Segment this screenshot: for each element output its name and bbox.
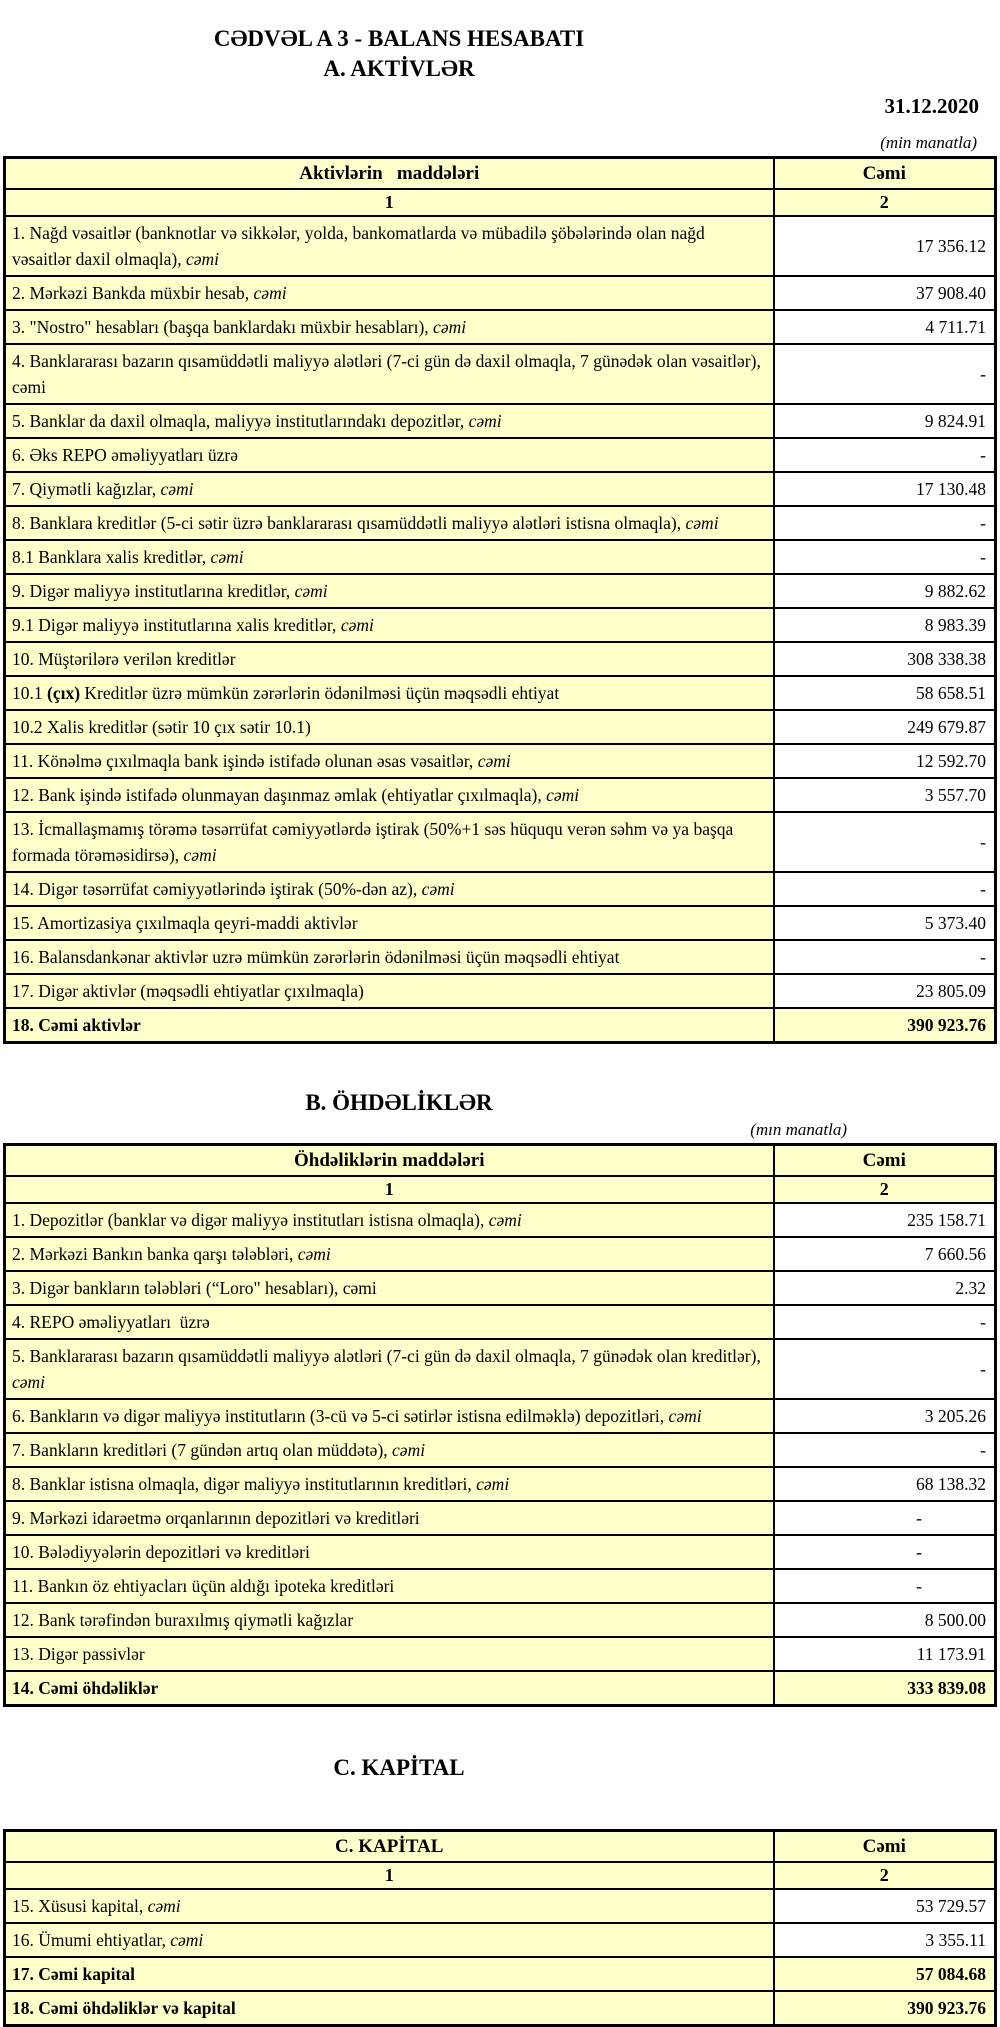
assets-col-header-total: Cəmi	[774, 158, 996, 190]
row-label	[5, 1399, 774, 1433]
label-text-segment: 18. Cəmi aktivlər	[12, 1015, 141, 1035]
row-value: 3 355.11	[774, 1923, 996, 1957]
label-text-segment: cəmi	[297, 1244, 331, 1264]
label-text-segment: cəmi	[685, 513, 719, 533]
label-text-segment: 5. Banklararası bazarın qısamüddətli maliyyə alətləri (7-ci gün də daxil olmaqla, 7 günədək olan kreditlər),	[12, 1346, 766, 1366]
liabilities-col-header-total: Cəmi	[774, 1145, 996, 1177]
row-value: 9 824.91	[774, 404, 996, 438]
assets-col-number-2: 2	[774, 189, 996, 216]
row-value: 3 205.26	[774, 1399, 996, 1433]
row-label	[5, 216, 774, 276]
label-text-segment: 16. Ümumi ehtiyatlar,	[12, 1930, 171, 1950]
label-text-segment: Kreditlər üzrə mümkün zərərlərin ödənilməsi üçün məqsədli ehtiyat	[80, 683, 560, 703]
row-value: 390 923.76	[774, 1008, 996, 1043]
label-text-segment: cəmi	[170, 1930, 204, 1950]
label-text-segment: 8. Banklar istisna olmaqla, digər maliyyə institutlarının kreditləri,	[12, 1474, 477, 1494]
label-text-segment: cəmi	[12, 1372, 46, 1392]
assets-col-header-items: Aktivlərin maddələri	[5, 158, 774, 190]
liabilities-col-header-items: Öhdəliklərin maddələri	[5, 1145, 774, 1177]
row-label	[5, 574, 774, 608]
label-text-segment: cəmi	[185, 249, 220, 269]
row-value: -	[774, 1339, 996, 1399]
label-text-segment: 12. Bank tərəfindən buraxılmış qiymətli kağızlar	[12, 1610, 354, 1630]
label-text-segment: cəmi	[488, 1210, 522, 1230]
label-text-segment: cəmi	[476, 1474, 510, 1494]
row-value: 9 882.62	[774, 574, 996, 608]
label-text-segment: 8.1 Banklara xalis kreditlər,	[12, 547, 211, 567]
table-row	[5, 1339, 996, 1399]
label-text-segment: 9. Digər maliyyə institutlarına kreditlər,	[12, 581, 295, 601]
row-label	[5, 1203, 774, 1237]
table-row	[5, 710, 996, 744]
row-value: -	[774, 506, 996, 540]
section-a-heading: A. AKTİVLƏR	[323, 56, 475, 81]
row-label	[5, 1535, 774, 1569]
table-row	[5, 1957, 996, 1991]
row-label	[5, 1501, 774, 1535]
label-text-segment: cəmi	[253, 283, 287, 303]
table-row	[5, 974, 996, 1008]
label-text-segment: cəmi	[468, 411, 502, 431]
row-label	[5, 1433, 774, 1467]
table-row	[5, 1203, 996, 1237]
row-value: 8 983.39	[774, 608, 996, 642]
label-text-segment: 4. REPO əməliyyatları üzrə	[12, 1312, 210, 1332]
row-label	[5, 1569, 774, 1603]
capital-header-row	[5, 1831, 996, 1863]
unit-note-liabilities: (mın manatla)	[750, 1120, 847, 1139]
label-text-segment: cəmi	[340, 615, 374, 635]
section-b-title-block	[3, 1088, 795, 1118]
title-block	[3, 24, 795, 84]
row-label	[5, 1637, 774, 1671]
table-row	[5, 608, 996, 642]
label-text-segment: 1. Nağd vəsaitlər (banknotlar və sikkələr, yolda, bankomatlarda və mübadilə şöbələrində olan nağd vəsaitlər daxil olmaqla),	[12, 223, 710, 269]
row-value: -	[774, 438, 996, 472]
table-row	[5, 642, 996, 676]
label-text-segment: 9.1 Digər maliyyə institutlarına xalis kreditlər,	[12, 615, 341, 635]
label-text-segment: cəmi	[160, 479, 194, 499]
label-text-segment: 5. Banklar da daxil olmaqla, maliyyə institutlarındakı depozitlər,	[12, 411, 469, 431]
table-row	[5, 1305, 996, 1339]
row-label	[5, 276, 774, 310]
row-value: 235 158.71	[774, 1203, 996, 1237]
row-label	[5, 872, 774, 906]
row-value: -	[774, 1569, 996, 1603]
table-row	[5, 1637, 996, 1671]
liabilities-header-row	[5, 1145, 996, 1177]
label-text-segment: 12. Bank işində istifadə olunmayan daşınmaz əmlak (ehtiyatlar çıxılmaqla),	[12, 785, 547, 805]
label-text-segment: cəmi	[477, 751, 511, 771]
label-text-segment: cəmi	[546, 785, 580, 805]
row-label	[5, 1467, 774, 1501]
table-row	[5, 506, 996, 540]
row-label	[5, 404, 774, 438]
liabilities-table	[3, 1143, 997, 1707]
row-label	[5, 940, 774, 974]
table-row	[5, 574, 996, 608]
row-value: -	[774, 1305, 996, 1339]
row-value: 68 138.32	[774, 1467, 996, 1501]
row-label	[5, 1237, 774, 1271]
assets-table-body	[5, 216, 996, 1043]
label-text-segment: 10. Bələdiyyələrin depozitləri və kreditləri	[12, 1542, 310, 1562]
table-row	[5, 1271, 996, 1305]
label-text-segment: cəmi	[210, 547, 244, 567]
row-value: -	[774, 344, 996, 404]
label-text-segment: 15. Amortizasiya çıxılmaqla qeyri-maddi aktivlər	[12, 913, 358, 933]
report-date: 31.12.2020	[884, 94, 979, 118]
capital-col-number-1: 1	[5, 1862, 774, 1889]
row-value: 333 839.08	[774, 1671, 996, 1706]
table-row	[5, 940, 996, 974]
row-label	[5, 1603, 774, 1637]
capital-column-number-row	[5, 1862, 996, 1889]
label-text-segment: 14. Cəmi öhdəliklər	[12, 1678, 159, 1698]
label-text-segment: 11. Bankın öz ehtiyacları üçün aldığı ipoteka kreditləri	[12, 1576, 395, 1596]
label-text-segment: 8. Banklara kreditlər (5-ci sətir üzrə banklararası qısamüddətli maliyyə alətləri istisna olmaqla),	[12, 513, 686, 533]
label-text-segment: 2. Mərkəzi Bankda müxbir hesab,	[12, 283, 254, 303]
table-row	[5, 778, 996, 812]
liabilities-col-number-2: 2	[774, 1176, 996, 1203]
label-text-segment: cəmi	[147, 1896, 181, 1916]
table-row	[5, 472, 996, 506]
row-label	[5, 812, 774, 872]
label-text-segment: 17. Cəmi kapital	[12, 1964, 135, 1984]
label-text-segment: 1. Depozitlər (banklar və digər maliyyə institutları istisna olmaqla),	[12, 1210, 489, 1230]
label-text-segment: 16. Balansdankənar aktivlər uzrə mümkün zərərlərin ödənilməsi üçün məqsədli ehtiyat	[12, 947, 620, 967]
label-text-segment: cəmi	[433, 317, 467, 337]
table-row	[5, 1889, 996, 1923]
table-row	[5, 1399, 996, 1433]
liabilities-col-number-1: 1	[5, 1176, 774, 1203]
label-text-segment: 2. Mərkəzi Bankın banka qarşı tələbləri,	[12, 1244, 298, 1264]
row-value: 8 500.00	[774, 1603, 996, 1637]
row-label	[5, 1889, 774, 1923]
liabilities-column-number-row	[5, 1176, 996, 1203]
capital-col-header-total: Cəmi	[774, 1831, 996, 1863]
row-label	[5, 642, 774, 676]
row-label	[5, 974, 774, 1008]
label-text-segment: cəmi	[392, 1440, 426, 1460]
row-value: 7 660.56	[774, 1237, 996, 1271]
label-text-segment: 13. Digər passivlər	[12, 1644, 145, 1664]
table-row	[5, 676, 996, 710]
row-value: -	[774, 940, 996, 974]
section-c-heading: C. KAPİTAL	[333, 1755, 465, 1780]
page-title: CƏDVƏL A 3 - BALANS HESABATI	[213, 26, 585, 51]
label-text-segment: cəmi	[668, 1406, 702, 1426]
row-value: 249 679.87	[774, 710, 996, 744]
label-text-segment: 7. Qiymətli kağızlar,	[12, 479, 161, 499]
capital-table-body	[5, 1889, 996, 2026]
label-text-segment: (çıx)	[47, 683, 81, 703]
row-label	[5, 710, 774, 744]
row-value: 23 805.09	[774, 974, 996, 1008]
table-row	[5, 1991, 996, 2026]
row-value: 17 130.48	[774, 472, 996, 506]
assets-column-number-row	[5, 189, 996, 216]
row-value: 390 923.76	[774, 1991, 996, 2026]
row-value: 3 557.70	[774, 778, 996, 812]
capital-table	[3, 1829, 997, 2027]
row-value: 17 356.12	[774, 216, 996, 276]
row-value: -	[774, 872, 996, 906]
label-text-segment: 17. Digər aktivlər (məqsədli ehtiyatlar çıxılmaqla)	[12, 981, 364, 1001]
label-text-segment: cəmi	[294, 581, 328, 601]
assets-table	[3, 156, 997, 1044]
row-label	[5, 506, 774, 540]
table-row	[5, 906, 996, 940]
row-label	[5, 1671, 774, 1706]
label-text-segment: 15. Xüsusi kapital,	[12, 1896, 148, 1916]
table-row	[5, 540, 996, 574]
row-value: 12 592.70	[774, 744, 996, 778]
row-label	[5, 608, 774, 642]
row-label	[5, 472, 774, 506]
row-value: -	[774, 540, 996, 574]
row-label	[5, 778, 774, 812]
table-row	[5, 744, 996, 778]
unit-note-top: (min manatla)	[880, 133, 977, 152]
label-text-segment: 10. Müştərilərə verilən kreditlər	[12, 649, 236, 669]
table-row	[5, 872, 996, 906]
row-label	[5, 310, 774, 344]
label-text-segment: 11. Könəlmə çıxılmaqla bank işində istifadə olunan əsas vəsaitlər,	[12, 751, 478, 771]
row-label	[5, 1008, 774, 1043]
row-label	[5, 676, 774, 710]
label-text-segment: 10.1	[12, 683, 47, 703]
row-label	[5, 1271, 774, 1305]
table-row	[5, 1433, 996, 1467]
capital-col-header-items: C. KAPİTAL	[5, 1831, 774, 1863]
row-label	[5, 744, 774, 778]
label-text-segment: 10.2 Xalis kreditlər (sətir 10 çıx sətir 10.1)	[12, 717, 311, 737]
label-text-segment: 9. Mərkəzi idarəetmə orqanlarının depozitləri və kreditləri	[12, 1508, 420, 1528]
table-row	[5, 1569, 996, 1603]
row-value: 4 711.71	[774, 310, 996, 344]
table-row	[5, 1671, 996, 1706]
row-value: 2.32	[774, 1271, 996, 1305]
section-b-heading: B. ÖHDƏLİKLƏR	[305, 1090, 493, 1115]
row-label	[5, 438, 774, 472]
row-label	[5, 1305, 774, 1339]
row-value: 308 338.38	[774, 642, 996, 676]
table-row	[5, 404, 996, 438]
table-row	[5, 812, 996, 872]
label-text-segment: 3. "Nostro" hesabları (başqa banklardakı müxbir hesabları),	[12, 317, 434, 337]
table-row	[5, 1501, 996, 1535]
row-value: 5 373.40	[774, 906, 996, 940]
row-label	[5, 1339, 774, 1399]
table-row	[5, 276, 996, 310]
assets-col-number-1: 1	[5, 189, 774, 216]
row-value: 11 173.91	[774, 1637, 996, 1671]
row-label	[5, 540, 774, 574]
label-text-segment: cəmi	[183, 845, 217, 865]
label-text-segment: 14. Digər təsərrüfat cəmiyyətlərində iştirak (50%-dən az),	[12, 879, 422, 899]
label-text-segment: 7. Bankların kreditləri (7 gündən artıq olan müddətə),	[12, 1440, 393, 1460]
row-value: 57 084.68	[774, 1957, 996, 1991]
capital-col-number-2: 2	[774, 1862, 996, 1889]
row-label	[5, 1923, 774, 1957]
row-label	[5, 344, 774, 404]
table-row	[5, 438, 996, 472]
label-text-segment: 4. Banklararası bazarın qısamüddətli maliyyə alətləri (7-ci gün də daxil olmaqla, 7 günədək olan vəsaitlər), cəmi	[12, 351, 766, 397]
table-row	[5, 1535, 996, 1569]
label-text-segment: 6. Bankların və digər maliyyə institutların (3-cü və 5-ci sətirlər istisna edilməklə) depozitləri,	[12, 1406, 669, 1426]
label-text-segment: 6. Əks REPO əməliyyatları üzrə	[12, 445, 238, 465]
row-value: -	[774, 812, 996, 872]
assets-header-row	[5, 158, 996, 190]
row-label	[5, 1957, 774, 1991]
table-row	[5, 344, 996, 404]
table-row	[5, 1467, 996, 1501]
table-row	[5, 1923, 996, 1957]
label-text-segment: 18. Cəmi öhdəliklər və kapital	[12, 1998, 236, 2018]
label-text-segment: 3. Digər bankların tələbləri (“Loro" hesabları), cəmi	[12, 1278, 377, 1298]
row-value: -	[774, 1501, 996, 1535]
table-row	[5, 1237, 996, 1271]
row-value: 53 729.57	[774, 1889, 996, 1923]
section-c-title-block	[3, 1753, 795, 1783]
table-row	[5, 216, 996, 276]
table-row	[5, 310, 996, 344]
table-row	[5, 1008, 996, 1043]
label-text-segment: cəmi	[421, 879, 455, 899]
label-text-segment: 13. İcmallaşmamış törəmə təsərrüfat cəmiyyətlərdə iştirak (50%+1 səs hüququ verən səhm və ya başqa formada törəməsidirsə),	[12, 819, 738, 865]
row-value: 58 658.51	[774, 676, 996, 710]
row-label	[5, 1991, 774, 2026]
row-value: -	[774, 1433, 996, 1467]
table-row	[5, 1603, 996, 1637]
row-value: -	[774, 1535, 996, 1569]
liabilities-table-body	[5, 1203, 996, 1706]
row-value: 37 908.40	[774, 276, 996, 310]
row-label	[5, 906, 774, 940]
